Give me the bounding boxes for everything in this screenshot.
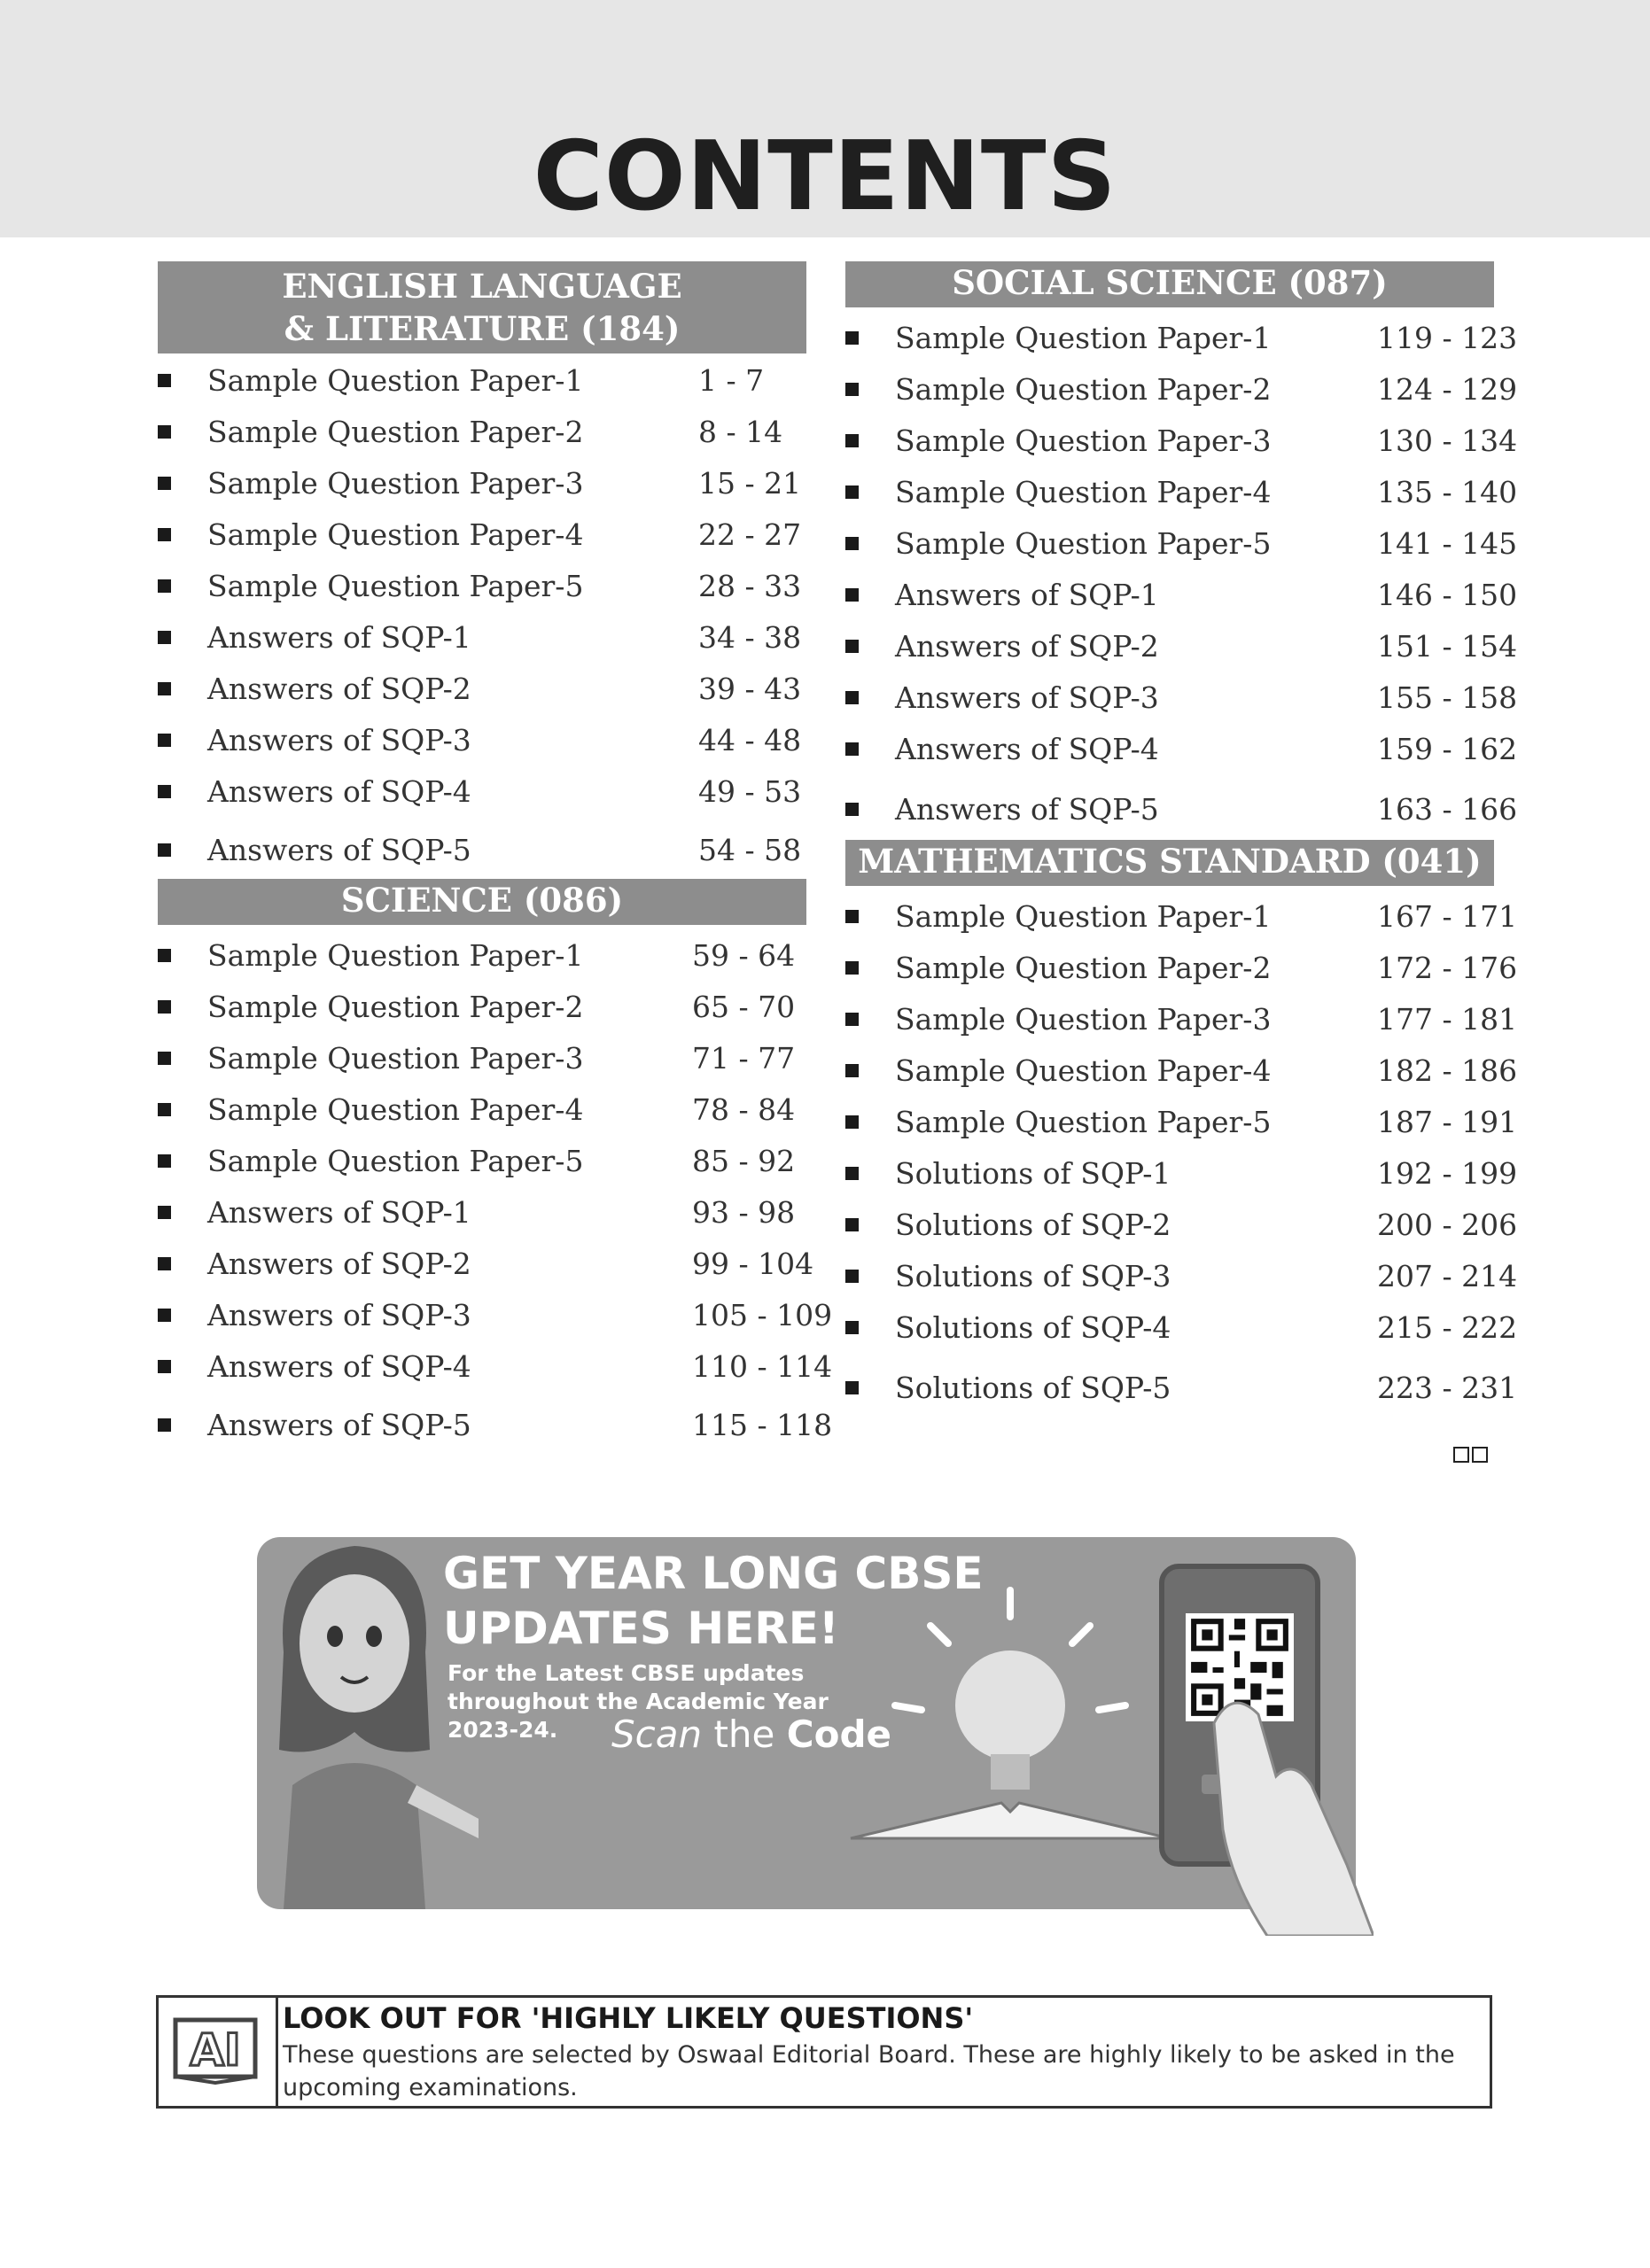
toc-item[interactable] — [158, 357, 806, 403]
toc-item[interactable] — [845, 1253, 1518, 1299]
bullet-square-icon — [845, 434, 859, 447]
bullet-square-icon — [158, 1309, 171, 1322]
ai-icon-cell — [159, 1998, 278, 2106]
bullet-square-icon — [158, 1103, 171, 1116]
end-mark-icon — [1453, 1447, 1488, 1463]
toc-item-label: Answers of SQP-3 — [895, 680, 1159, 715]
bullet-square-icon — [845, 640, 859, 653]
bullet-square-icon — [158, 785, 171, 798]
toc-item-pages: 167 - 171 — [1377, 898, 1518, 934]
toc-item[interactable] — [158, 563, 806, 609]
toc-item[interactable] — [158, 983, 806, 1029]
toc-item-label: Sample Question Paper-2 — [207, 989, 584, 1024]
toc-item-label: Sample Question Paper-4 — [207, 1091, 584, 1127]
bullet-square-icon — [158, 425, 171, 439]
toc-item[interactable] — [158, 408, 806, 454]
toc-item-label: Answers of SQP-4 — [895, 731, 1159, 766]
toc-item-label: Sample Question Paper-1 — [207, 362, 584, 398]
bullet-square-icon — [845, 961, 859, 975]
toc-item[interactable] — [845, 1364, 1518, 1410]
toc-item-pages: 177 - 181 — [1377, 1001, 1518, 1037]
toc-item-label: Sample Question Paper-5 — [895, 1104, 1272, 1139]
section-header — [158, 261, 806, 353]
toc-item-label: Answers of SQP-2 — [207, 1246, 471, 1281]
bullet-square-icon — [158, 949, 171, 962]
toc-item-pages: 28 - 33 — [698, 568, 802, 603]
toc-item[interactable] — [845, 571, 1518, 617]
toc-item-pages: 39 - 43 — [698, 671, 802, 706]
toc-item[interactable] — [158, 827, 806, 873]
toc-item-label: Answers of SQP-1 — [207, 619, 471, 655]
toc-item-pages: 78 - 84 — [692, 1091, 796, 1127]
toc-item[interactable] — [158, 1343, 833, 1389]
section-header — [158, 879, 806, 925]
bullet-square-icon — [158, 374, 171, 387]
toc-item[interactable] — [158, 1086, 806, 1132]
toc-item[interactable] — [158, 1402, 833, 1448]
bullet-square-icon — [845, 331, 859, 345]
bullet-square-icon — [158, 1418, 171, 1432]
toc-item-pages: 130 - 134 — [1377, 423, 1518, 458]
section-mathematics — [845, 840, 1518, 1407]
notice-title: LOOK OUT FOR 'HIGHLY LIKELY QUESTIONS' — [283, 2001, 974, 2035]
section-header-line: SCIENCE (086) — [340, 881, 624, 920]
section-social-science — [845, 261, 1518, 828]
toc-item-pages: 146 - 150 — [1377, 577, 1518, 612]
section-header-line: MATHEMATICS STANDARD (041) — [858, 842, 1482, 881]
toc-item-pages: 59 - 64 — [692, 937, 796, 973]
toc-item-label: Answers of SQP-1 — [207, 1194, 471, 1230]
toc-item[interactable] — [158, 932, 806, 978]
toc-item[interactable] — [158, 511, 806, 557]
page-title: CONTENTS — [533, 121, 1117, 232]
toc-item-pages: 119 - 123 — [1377, 320, 1518, 355]
hand-illustration-icon — [1196, 1670, 1374, 1936]
bullet-square-icon — [158, 1052, 171, 1065]
toc-item[interactable] — [845, 1201, 1518, 1247]
toc-item-pages: 135 - 140 — [1377, 474, 1518, 509]
section-header — [845, 840, 1494, 886]
toc-item-label: Answers of SQP-4 — [207, 1348, 471, 1384]
toc-item-pages: 223 - 231 — [1377, 1370, 1518, 1405]
toc-item-pages: 65 - 70 — [692, 989, 796, 1024]
toc-item-pages: 105 - 109 — [692, 1297, 833, 1332]
section-header-line: SOCIAL SCIENCE (087) — [952, 263, 1388, 302]
toc-item[interactable] — [158, 614, 806, 660]
toc-item[interactable] — [845, 786, 1518, 832]
toc-item-label: Sample Question Paper-1 — [207, 937, 584, 973]
toc-item-label: Sample Question Paper-4 — [895, 1052, 1272, 1088]
toc-item-label: Sample Question Paper-3 — [895, 423, 1272, 458]
toc-item-pages: 110 - 114 — [692, 1348, 833, 1384]
toc-item-label: Sample Question Paper-1 — [895, 320, 1272, 355]
toc-item-pages: 49 - 53 — [698, 773, 802, 809]
toc-item-label: Sample Question Paper-4 — [895, 474, 1272, 509]
toc-item[interactable] — [845, 1150, 1518, 1196]
toc-item-label: Solutions of SQP-4 — [895, 1309, 1171, 1345]
bullet-square-icon — [845, 1064, 859, 1077]
banner-subtitle-line: 2023-24. — [448, 1717, 558, 1743]
bullet-square-icon — [845, 1270, 859, 1283]
toc-item-label: Sample Question Paper-3 — [207, 465, 584, 501]
toc-item-label: Sample Question Paper-2 — [207, 414, 584, 449]
toc-item-label: Sample Question Paper-3 — [895, 1001, 1272, 1037]
bullet-square-icon — [845, 383, 859, 396]
bullet-square-icon — [845, 485, 859, 499]
bullet-square-icon — [845, 742, 859, 756]
toc-item-pages: 85 - 92 — [692, 1143, 796, 1178]
banner-subtitle-line: For the Latest CBSE updates — [448, 1660, 805, 1686]
toc-item-pages: 1 - 7 — [698, 362, 765, 398]
toc-item[interactable] — [845, 366, 1518, 412]
toc-item[interactable] — [845, 996, 1518, 1042]
banner-title-line: GET YEAR LONG CBSE — [443, 1548, 984, 1599]
toc-item-pages: 187 - 191 — [1377, 1104, 1518, 1139]
toc-item-label: Answers of SQP-5 — [207, 1407, 471, 1442]
toc-item-label: Sample Question Paper-2 — [895, 371, 1272, 407]
lightbulb-book-icon — [824, 1573, 1196, 1856]
toc-item-label: Sample Question Paper-5 — [207, 1143, 584, 1178]
toc-item-pages: 93 - 98 — [692, 1194, 796, 1230]
ai-book-icon — [173, 2017, 258, 2085]
scan-code-word: Code — [786, 1713, 891, 1756]
toc-item-pages: 207 - 214 — [1377, 1258, 1518, 1293]
toc-item[interactable] — [845, 674, 1518, 720]
cbse-updates-banner[interactable] — [257, 1537, 1356, 1909]
toc-item[interactable] — [845, 726, 1518, 772]
bullet-square-icon — [845, 691, 859, 704]
section-science — [158, 879, 833, 1446]
toc-item-label: Sample Question Paper-2 — [895, 950, 1272, 985]
toc-item[interactable] — [158, 1035, 806, 1081]
toc-item-label: Sample Question Paper-4 — [207, 517, 584, 552]
bullet-square-icon — [158, 843, 171, 857]
toc-item[interactable] — [158, 717, 806, 763]
toc-item[interactable] — [158, 460, 806, 506]
bullet-square-icon — [158, 477, 171, 490]
toc-item-pages: 44 - 48 — [698, 722, 802, 757]
toc-item-label: Answers of SQP-1 — [895, 577, 1159, 612]
toc-item-pages: 192 - 199 — [1377, 1155, 1518, 1191]
toc-item-pages: 115 - 118 — [692, 1407, 833, 1442]
bullet-square-icon — [158, 579, 171, 593]
toc-item-pages: 34 - 38 — [698, 619, 802, 655]
bullet-square-icon — [158, 1257, 171, 1270]
toc-item-label: Answers of SQP-2 — [207, 671, 471, 706]
bullet-square-icon — [845, 537, 859, 550]
toc-item-pages: 15 - 21 — [698, 465, 802, 501]
toc-item[interactable] — [845, 623, 1518, 669]
bullet-square-icon — [158, 1000, 171, 1014]
banner-title-line: UPDATES HERE! — [443, 1603, 839, 1654]
toc-item[interactable] — [845, 469, 1518, 515]
toc-item[interactable] — [845, 520, 1518, 566]
bullet-square-icon — [158, 734, 171, 747]
toc-item[interactable] — [845, 1304, 1518, 1350]
toc-item-pages: 200 - 206 — [1377, 1207, 1518, 1242]
toc-item-pages: 124 - 129 — [1377, 371, 1518, 407]
toc-item-pages: 99 - 104 — [692, 1246, 814, 1281]
section-header — [845, 261, 1494, 307]
bullet-square-icon — [845, 1381, 859, 1394]
toc-item-pages: 8 - 14 — [698, 414, 783, 449]
toc-item-pages: 54 - 58 — [698, 832, 802, 867]
toc-item-label: Sample Question Paper-5 — [207, 568, 584, 603]
toc-item[interactable] — [845, 944, 1518, 990]
bullet-square-icon — [158, 631, 171, 644]
toc-item-label: Answers of SQP-5 — [895, 791, 1159, 827]
notice-text: These questions are selected by Oswaal Editorial Board. These are highly likely to be asked in the upcoming examinations. — [283, 2041, 1455, 2101]
toc-item-label: Solutions of SQP-3 — [895, 1258, 1171, 1293]
toc-item[interactable] — [845, 417, 1518, 463]
toc-item-pages: 172 - 176 — [1377, 950, 1518, 985]
toc-item[interactable] — [158, 768, 806, 814]
toc-item-label: Answers of SQP-3 — [207, 722, 471, 757]
toc-item-label: Answers of SQP-4 — [207, 773, 471, 809]
toc-item-label: Answers of SQP-3 — [207, 1297, 471, 1332]
bullet-square-icon — [845, 1167, 859, 1180]
scan-word: Scan — [611, 1713, 703, 1756]
toc-item[interactable] — [158, 1189, 806, 1235]
toc-item[interactable] — [158, 1240, 814, 1286]
bullet-square-icon — [845, 1115, 859, 1129]
section-english — [158, 261, 806, 917]
banner-subtitle-line: throughout the Academic Year — [448, 1689, 829, 1714]
highly-likely-questions-notice — [156, 1995, 1492, 2109]
toc-item-label: Solutions of SQP-1 — [895, 1155, 1171, 1191]
toc-item-label: Sample Question Paper-5 — [895, 525, 1272, 561]
toc-item-label: Answers of SQP-5 — [207, 832, 471, 867]
toc-item-pages: 141 - 145 — [1377, 525, 1518, 561]
toc-item-pages: 182 - 186 — [1377, 1052, 1518, 1088]
ai-icon-text: AI — [190, 2024, 241, 2076]
bullet-square-icon — [845, 1218, 859, 1231]
toc-item-label: Solutions of SQP-5 — [895, 1370, 1171, 1405]
bullet-square-icon — [158, 1360, 171, 1373]
toc-item[interactable] — [158, 1138, 806, 1184]
toc-item[interactable] — [845, 893, 1518, 939]
bullet-square-icon — [845, 1321, 859, 1334]
toc-item-pages: 163 - 166 — [1377, 791, 1518, 827]
section-header-line: & LITERATURE (184) — [284, 309, 681, 348]
toc-item-pages: 215 - 222 — [1377, 1309, 1518, 1345]
section-header-line: ENGLISH LANGUAGE — [282, 267, 682, 306]
bullet-square-icon — [845, 910, 859, 923]
toc-item-label: Answers of SQP-2 — [895, 628, 1159, 664]
toc-item-label: Sample Question Paper-1 — [895, 898, 1272, 934]
toc-item-pages: 71 - 77 — [692, 1040, 796, 1076]
toc-item-pages: 155 - 158 — [1377, 680, 1518, 715]
bullet-square-icon — [158, 528, 171, 541]
toc-item-pages: 22 - 27 — [698, 517, 802, 552]
toc-item-label: Solutions of SQP-2 — [895, 1207, 1171, 1242]
toc-item[interactable] — [845, 1047, 1518, 1093]
toc-item[interactable] — [158, 665, 806, 711]
toc-item[interactable] — [158, 1292, 833, 1338]
bullet-square-icon — [158, 682, 171, 695]
toc-item-pages: 151 - 154 — [1377, 628, 1518, 664]
bullet-square-icon — [158, 1154, 171, 1168]
bullet-square-icon — [845, 588, 859, 602]
bullet-square-icon — [845, 803, 859, 816]
toc-item-label: Sample Question Paper-3 — [207, 1040, 584, 1076]
scan-the-word: the — [713, 1713, 775, 1756]
bullet-square-icon — [158, 1206, 171, 1219]
toc-item-pages: 159 - 162 — [1377, 731, 1518, 766]
toc-item[interactable] — [845, 1099, 1518, 1145]
toc-item[interactable] — [845, 315, 1518, 361]
bullet-square-icon — [845, 1013, 859, 1026]
